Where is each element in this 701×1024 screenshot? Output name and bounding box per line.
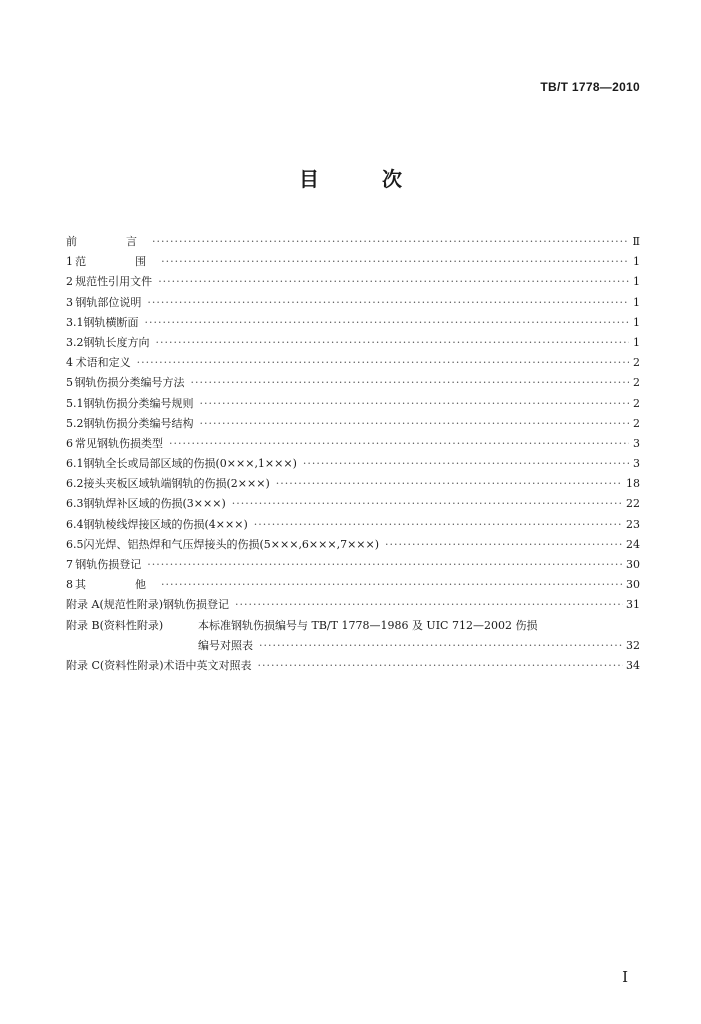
toc-entry-title: 钢轨伤损分类编号规则 bbox=[83, 396, 194, 410]
toc-entry-number: 6.5 bbox=[66, 537, 84, 551]
toc-entry-number: 8 bbox=[66, 578, 73, 592]
toc-entry-title: 常见钢轨伤损类型 bbox=[74, 436, 163, 450]
toc-entry-8[interactable] bbox=[66, 575, 640, 595]
dot-leader bbox=[276, 474, 623, 494]
toc-entry-page: 1 bbox=[633, 255, 640, 269]
appendix-title: 钢轨伤损登记 bbox=[163, 598, 230, 612]
dot-leader bbox=[161, 575, 623, 595]
toc-entry-page: 1 bbox=[633, 275, 640, 289]
toc-entry-number: 3.2 bbox=[66, 335, 84, 349]
appendix-title-continuation: 编号对照表 bbox=[198, 638, 253, 652]
toc-entry-title: 前 言 bbox=[66, 235, 146, 248]
dot-leader bbox=[147, 293, 629, 313]
toc-entry-6-2[interactable] bbox=[66, 474, 640, 494]
dot-leader bbox=[303, 454, 629, 474]
toc-entry-3-1[interactable] bbox=[66, 313, 640, 333]
toc-entry-page: 22 bbox=[626, 497, 640, 511]
dot-leader bbox=[191, 373, 629, 393]
toc-entry-number: 7 bbox=[66, 558, 73, 571]
toc-entry-title: 其 他 bbox=[75, 578, 156, 592]
toc-entry-title: 钢轨部位说明 bbox=[75, 295, 142, 309]
appendix-label: 附录 C(资料性附录) bbox=[66, 658, 164, 672]
toc-entry-title: 接头夹板区域轨端钢轨的伤损(2×××) bbox=[83, 477, 270, 491]
toc-entry-page: 2 bbox=[633, 396, 640, 410]
dot-leader bbox=[200, 414, 630, 434]
toc-entry-number: 6.3 bbox=[66, 497, 84, 511]
toc-entry-4[interactable] bbox=[66, 353, 640, 373]
page-number: Ⅰ bbox=[622, 968, 628, 986]
toc-entry-number: 5.2 bbox=[66, 416, 84, 430]
toc-entry-page: 30 bbox=[626, 558, 640, 571]
toc-entry-page: 30 bbox=[626, 578, 640, 592]
toc-entry-title: 钢轨伤损分类编号结构 bbox=[83, 416, 194, 430]
toc-entry-3[interactable] bbox=[66, 293, 640, 313]
toc-entry-number: 5 bbox=[66, 376, 73, 390]
toc-appendix-a[interactable] bbox=[66, 595, 640, 615]
toc-entry-page: 3 bbox=[633, 436, 640, 450]
page-title: 目 次 bbox=[299, 167, 430, 191]
appendix-label: 附录 B(资料性附录) bbox=[66, 618, 164, 632]
toc-entry-page: 34 bbox=[626, 658, 640, 672]
toc-appendix-c[interactable] bbox=[66, 656, 640, 676]
toc-entry-title: 钢轨横断面 bbox=[83, 315, 139, 329]
toc-entry-page: 2 bbox=[633, 376, 640, 390]
toc-entry-title: 术语和定义 bbox=[75, 356, 131, 370]
toc-entry-number: 5.1 bbox=[66, 396, 84, 410]
dot-leader bbox=[259, 636, 623, 656]
toc-entry-5-1[interactable] bbox=[66, 394, 640, 414]
dot-leader bbox=[158, 272, 629, 292]
dot-leader bbox=[152, 232, 629, 252]
dot-leader bbox=[235, 595, 623, 615]
dot-leader bbox=[232, 494, 623, 514]
toc-entry-number: 6.2 bbox=[66, 477, 84, 491]
toc-entry-page: 31 bbox=[626, 598, 640, 612]
toc-entry-number: 6.4 bbox=[66, 517, 84, 531]
dot-leader bbox=[161, 252, 629, 272]
toc-entry-title: 闪光焊、铝热焊和气压焊接头的伤损(5×××,6×××,7×××) bbox=[83, 537, 380, 551]
toc-entry-6-3[interactable] bbox=[66, 494, 640, 514]
toc-entry-page: Ⅱ bbox=[632, 235, 640, 248]
toc-entry-6-5[interactable] bbox=[66, 535, 640, 555]
toc-entry-page: 2 bbox=[633, 416, 640, 430]
toc-entry-title: 钢轨棱线焊接区域的伤损(4×××) bbox=[83, 517, 248, 531]
toc-entry-7[interactable] bbox=[66, 555, 640, 575]
toc-entry-6[interactable] bbox=[66, 434, 640, 454]
toc-entry-page: 24 bbox=[626, 537, 640, 551]
toc-entry-foreword[interactable] bbox=[66, 232, 640, 252]
toc-entry-page: 1 bbox=[633, 315, 640, 329]
toc-entry-1[interactable] bbox=[66, 252, 640, 272]
dot-leader bbox=[200, 394, 630, 414]
toc-entry-page: 1 bbox=[633, 335, 640, 349]
toc-entry-3-2[interactable] bbox=[66, 333, 640, 353]
toc-entry-number: 4 bbox=[66, 356, 73, 370]
toc-entry-6-4[interactable] bbox=[66, 515, 640, 535]
dot-leader bbox=[145, 313, 630, 333]
toc-entry-page: 18 bbox=[626, 477, 640, 491]
toc-appendix-b-continuation[interactable] bbox=[66, 636, 640, 656]
dot-leader bbox=[169, 434, 629, 454]
toc-entry-6-1[interactable] bbox=[66, 454, 640, 474]
dot-leader bbox=[147, 555, 623, 575]
appendix-title: 术语中英文对照表 bbox=[163, 658, 252, 672]
appendix-label: 附录 A(规范性附录) bbox=[66, 598, 164, 612]
toc-entry-title: 范 围 bbox=[75, 255, 156, 269]
toc-entry-2[interactable] bbox=[66, 272, 640, 292]
toc-entry-page: 3 bbox=[633, 457, 640, 471]
toc-entry-page: 23 bbox=[626, 517, 640, 531]
toc-entry-title: 钢轨焊补区域的伤损(3×××) bbox=[83, 497, 226, 511]
toc-entry-number: 6.1 bbox=[66, 457, 84, 471]
standard-code: TB/T 1778—2010 bbox=[540, 80, 640, 94]
toc-entry-page: 32 bbox=[626, 638, 640, 652]
toc-entry-title: 钢轨伤损分类编号方法 bbox=[74, 376, 185, 390]
dot-leader bbox=[254, 515, 623, 535]
toc-entry-5[interactable] bbox=[66, 373, 640, 393]
dot-leader bbox=[385, 535, 623, 555]
toc-entry-number: 3.1 bbox=[66, 315, 84, 329]
table-of-contents bbox=[66, 232, 640, 676]
toc-entry-number: 3 bbox=[66, 295, 73, 309]
toc-entry-number: 2 bbox=[66, 275, 73, 289]
toc-entry-5-2[interactable] bbox=[66, 414, 640, 434]
toc-entry-page: 1 bbox=[633, 295, 640, 309]
toc-entry-number: 6 bbox=[66, 436, 73, 450]
toc-entry-number: 1 bbox=[66, 255, 73, 269]
dot-leader bbox=[137, 353, 629, 373]
toc-appendix-b[interactable] bbox=[66, 616, 640, 636]
toc-entry-title: 钢轨伤损登记 bbox=[75, 558, 142, 571]
toc-entry-page: 2 bbox=[633, 356, 640, 370]
appendix-title: 本标准钢轨伤损编号与 TB/T 1778—1986 及 UIC 712—2002 伤损 bbox=[198, 618, 538, 632]
toc-entry-title: 钢轨长度方向 bbox=[83, 335, 150, 349]
toc-entry-title: 钢轨全长或局部区域的伤损(0×××,1×××) bbox=[83, 457, 297, 471]
dot-leader bbox=[258, 656, 624, 676]
dot-leader bbox=[156, 333, 630, 353]
toc-entry-title: 规范性引用文件 bbox=[75, 275, 153, 289]
